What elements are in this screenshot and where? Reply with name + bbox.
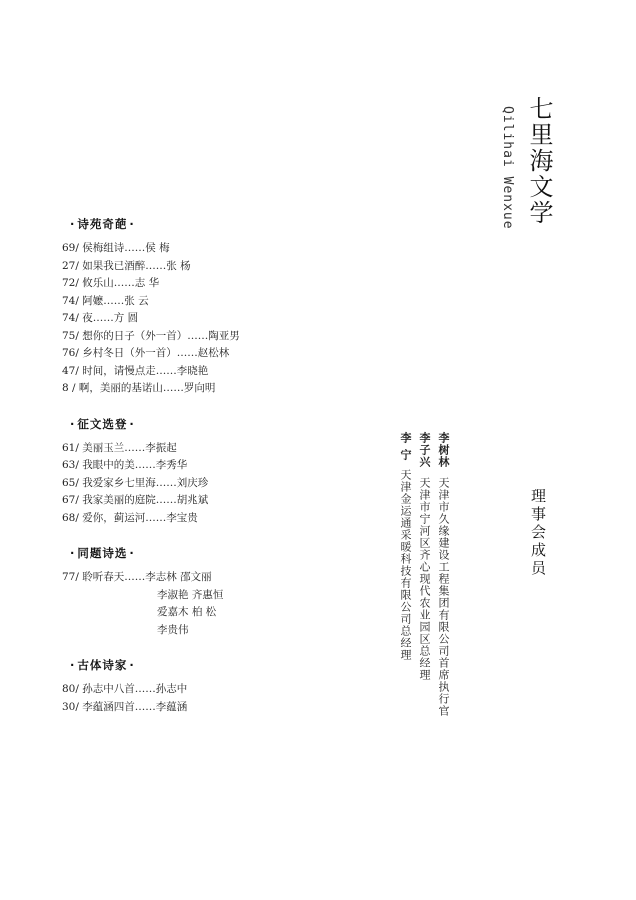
member-title: 天津市久缘建设工程集团有限公司首席执行官 xyxy=(437,476,450,717)
section-heading: · 征文选登 · xyxy=(70,416,135,431)
section-heading: · 同题诗选 · xyxy=(70,546,135,560)
member-name: 李子兴 xyxy=(418,432,431,468)
toc-entry[interactable]: 74/ 阿嬷……张 云 xyxy=(62,294,149,307)
toc-entry[interactable]: 8 / 啊，美丽的基诺山……罗向明 xyxy=(62,382,216,394)
council-heading: 理事会成员 xyxy=(529,488,547,578)
council-member xyxy=(398,432,413,717)
toc-entry[interactable]: 72/ 攸乐山……志 华 xyxy=(62,277,160,289)
toc-entry[interactable]: 77/ 聆听春天……李志林 邵文丽 xyxy=(62,571,212,583)
section-essay-selection xyxy=(62,416,402,528)
toc-entry-authors: 李淑艳 齐惠恒 xyxy=(157,588,224,601)
section-poetry-garden xyxy=(62,216,402,398)
table-of-contents xyxy=(62,216,402,734)
toc-entry[interactable]: 67/ 我家美丽的庭院……胡兆斌 xyxy=(62,494,209,506)
council-members xyxy=(398,432,451,717)
section-heading: · 诗苑奇葩 · xyxy=(70,217,135,231)
member-name: 李 宁 xyxy=(399,432,412,461)
toc-entry[interactable]: 80/ 孙志中八首……孙志中 xyxy=(62,683,188,695)
council-member xyxy=(436,432,451,717)
toc-entry[interactable]: 76/ 乡村冬日（外一首）……赵松林 xyxy=(62,347,230,359)
magazine-pinyin-title: Qilihai Wenxue xyxy=(500,106,515,230)
member-title: 天津市宁河区齐心现代农业园区总经理 xyxy=(418,476,431,681)
toc-entry[interactable]: 65/ 我爱家乡七里海……刘庆珍 xyxy=(62,476,209,489)
section-heading: · 古体诗家 · xyxy=(70,658,135,672)
magazine-title: 七里海文学 xyxy=(525,96,553,226)
toc-entry[interactable]: 47/ 时间，请慢点走……李晓艳 xyxy=(62,364,209,377)
toc-entry-authors: 爱嘉木 柏 松 xyxy=(157,606,217,618)
toc-entry[interactable]: 74/ 夜……方 圆 xyxy=(62,312,139,324)
toc-entry[interactable]: 68/ 爱你，蓟运河……李宝贵 xyxy=(62,511,198,524)
toc-entry-authors: 李贵伟 xyxy=(157,623,189,636)
council-member xyxy=(417,432,432,717)
section-classical-poets xyxy=(62,657,402,716)
section-same-topic-poems xyxy=(62,545,402,639)
toc-entry[interactable]: 61/ 美丽玉兰……李振起 xyxy=(62,441,177,454)
toc-entry[interactable]: 69/ 侯梅组诗……侯 梅 xyxy=(62,242,170,254)
toc-entry[interactable]: 27/ 如果我已酒醉……张 杨 xyxy=(62,259,191,272)
toc-entry[interactable]: 63/ 我眼中的美……李秀华 xyxy=(62,459,188,471)
member-title: 天津金运通采暖科技有限公司总经理 xyxy=(399,469,412,662)
toc-entry[interactable]: 75/ 想你的日子（外一首）……陶亚男 xyxy=(62,329,240,342)
toc-entry[interactable]: 30/ 李蕴涵四首……李蕴涵 xyxy=(62,700,188,713)
member-name: 李树林 xyxy=(437,432,450,468)
